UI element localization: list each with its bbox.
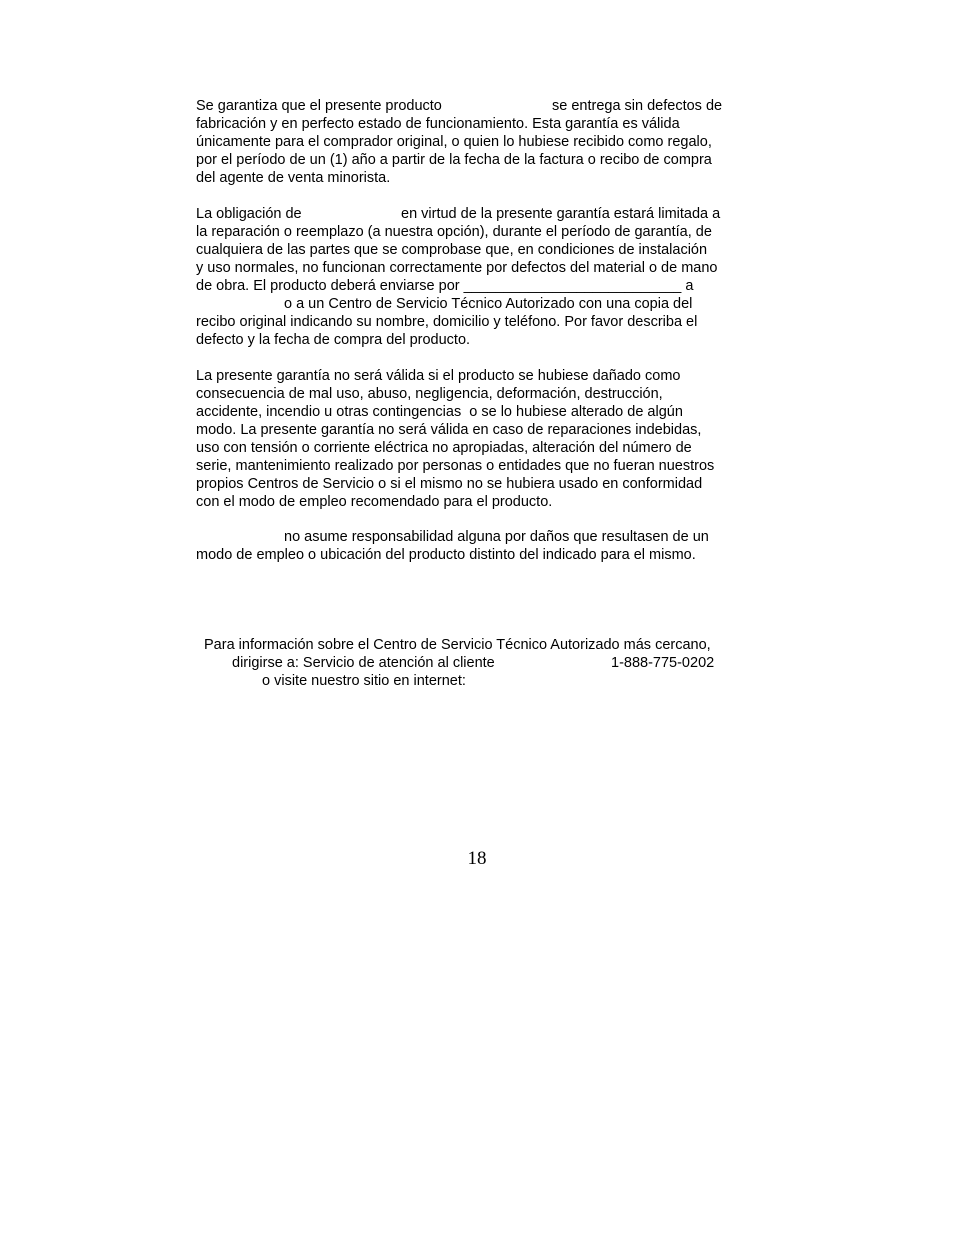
text-line: modo de empleo o ubicación del producto distinto del indicado para el mismo.: [196, 547, 696, 563]
text-line: fabricación y en perfecto estado de funcionamiento. Esta garantía es válida: [196, 116, 680, 132]
text-line: propios Centros de Servicio o si el mismo no se hubiera usado en conformidad: [196, 476, 703, 492]
text-line: modo. La presente garantía no será válida en caso de reparaciones indebidas,: [196, 422, 702, 438]
text-line: de obra. El producto deberá enviarse por ___________________________ a: [196, 278, 694, 294]
text-line: serie, mantenimiento realizado por personas o entidades que no fueran nuestros: [196, 458, 715, 474]
text-line: defecto y la fecha de compra del producto.: [196, 332, 471, 348]
text-line: cualquiera de las partes que se comprobase que, en condiciones de instalación: [196, 242, 708, 258]
text-line: accidente, incendio u otras contingencias o se lo hubiese alterado de algún: [196, 404, 683, 420]
contact-text: dirigirse a: Servicio de atención al cliente: [232, 655, 495, 671]
text-line: uso con tensión o corriente eléctrica no apropiadas, alteración del número de: [196, 440, 692, 456]
text-line: La obligación de: [196, 206, 302, 222]
text-line: La presente garantía no será válida si el producto se hubiese dañado como: [196, 368, 681, 384]
contact-text: o visite nuestro sitio en internet:: [262, 673, 466, 689]
text-line: en virtud de la presente garantía estará limitada a: [401, 206, 721, 222]
text-line: por el período de un (1) año a partir de la fecha de la factura o recibo de compra: [196, 152, 712, 168]
text-line: Se garantiza que el presente producto: [196, 98, 442, 114]
text-line: o a un Centro de Servicio Técnico Autorizado con una copia del: [284, 296, 693, 312]
text-line: recibo original indicando su nombre, domicilio y teléfono. Por favor describa el: [196, 314, 698, 330]
page-number: 18: [467, 848, 487, 869]
text-line: consecuencia de mal uso, abuso, negligencia, deformación, destrucción,: [196, 386, 663, 402]
contact-text: Para información sobre el Centro de Servicio Técnico Autorizado más cercano,: [204, 637, 711, 653]
text-line: no asume responsabilidad alguna por daños que resultasen de un: [284, 529, 709, 545]
text-line: la reparación o reemplazo (a nuestra opción), durante el período de garantía, de: [196, 224, 712, 240]
text-line: y uso normales, no funcionan correctamente por defectos del material o de mano: [196, 260, 718, 276]
text-line: del agente de venta minorista.: [196, 170, 391, 186]
text-line: con el modo de empleo recomendado para el producto.: [196, 494, 553, 510]
text-line: se entrega sin defectos de: [552, 98, 723, 114]
phone-number: 1-888-775-0202: [611, 655, 715, 671]
text-line: únicamente para el comprador original, o quien lo hubiese recibido como regalo,: [196, 134, 712, 150]
